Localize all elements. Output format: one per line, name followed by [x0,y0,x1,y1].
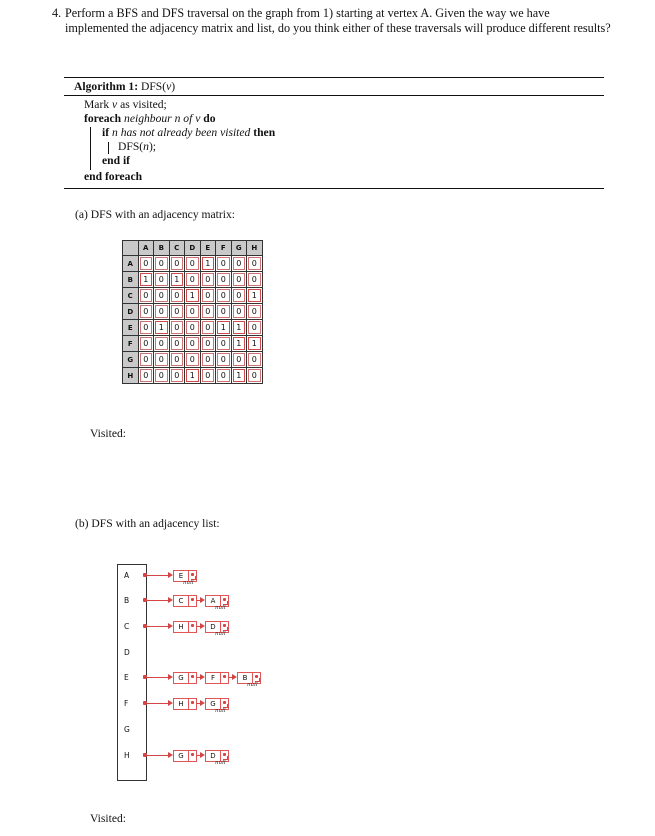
matrix-cell [185,272,201,288]
matrix-cell [216,320,232,336]
matrix-cell [200,352,216,368]
matrix-cell-value: 0 [171,305,184,318]
pointer-dot [191,675,194,678]
matrix-cell-value: 0 [202,337,215,350]
matrix-cell [185,368,201,384]
part-a-label: (a) DFS with an adjacency matrix: [75,208,236,221]
list-node-pointer [188,595,196,607]
algo-line-foreach: foreach neighbour n of v do [84,112,216,125]
null-label: null [215,631,226,637]
pointer-dot [191,753,194,756]
matrix-cell-value: 0 [140,289,153,302]
question-body: Perform a BFS and DFS traversal on the graph from 1) starting at vertex A. Given the way we have implemented the adjacency matrix and list, do you think either of these traversals will produce different results? [65,6,611,35]
matrix-cell-value: 0 [171,257,184,270]
matrix-cell [138,288,154,304]
matrix-row [123,352,263,368]
matrix-row-header: C [123,288,139,304]
matrix-cell [231,288,247,304]
matrix-cell-value: 1 [155,321,168,334]
algo-line-dfs-call: DFS(n); [118,140,157,153]
matrix-cell-value: 0 [202,305,215,318]
matrix-cell [200,368,216,384]
matrix-cell-value: 0 [171,289,184,302]
matrix-cell [231,272,247,288]
matrix-cell-value: 0 [171,369,184,382]
list-node-pointer [188,750,196,762]
matrix-cell [216,288,232,304]
foreach-scope-bar [90,127,91,170]
matrix-cell-value: 1 [186,289,199,302]
null-label: null [215,708,226,714]
matrix-cell-value: 1 [233,337,246,350]
list-node-key: G [210,700,216,708]
matrix-cell [247,336,263,352]
list-node [173,595,197,607]
matrix-col-header: G [231,241,247,256]
vertex-label: B [124,596,130,605]
arrow-line [147,626,169,627]
matrix-cell-value: 0 [155,273,168,286]
list-node-key: D [210,752,216,760]
matrix-cell [154,320,170,336]
matrix-row-header: E [123,320,139,336]
list-node-key: H [178,623,184,631]
algo-line-if: if n has not already been visited then [102,126,276,139]
matrix-cell [185,288,201,304]
adjacency-list-vertex-column [117,564,147,781]
matrix-row-header: D [123,304,139,320]
matrix-cell [138,272,154,288]
matrix-cell [138,336,154,352]
matrix-cell [200,304,216,320]
matrix-cell [216,256,232,272]
matrix-cell [247,352,263,368]
matrix-corner [123,241,139,256]
matrix-cell-value: 0 [217,257,230,270]
matrix-cell [169,352,185,368]
pointer-dot [223,675,226,678]
matrix-cell [169,304,185,320]
arrow-line [147,575,169,576]
matrix-cell-value: 0 [186,321,199,334]
matrix-cell-value: 0 [140,257,153,270]
vertex-label: E [124,673,129,682]
null-label: null [215,605,226,611]
matrix-cell [169,272,185,288]
part-a-visited-label: Visited: [90,427,127,440]
matrix-cell-value: 0 [140,353,153,366]
matrix-cell-value: 0 [186,257,199,270]
list-node-pointer [188,698,196,710]
matrix-cell-value: 0 [233,289,246,302]
matrix-row [123,320,263,336]
matrix-cell-value: 1 [233,321,246,334]
matrix-cell-value: 0 [217,289,230,302]
matrix-cell [216,272,232,288]
matrix-cell [200,256,216,272]
matrix-row-header: B [123,272,139,288]
list-node-pointer [188,621,196,633]
matrix-cell-value: 0 [171,337,184,350]
matrix-cell [200,336,216,352]
matrix-cell-value: 0 [140,305,153,318]
matrix-col-header: A [138,241,154,256]
list-node [173,750,197,762]
matrix-cell [247,288,263,304]
vertex-label: C [124,622,130,631]
matrix-cell [247,304,263,320]
list-node-key: H [178,700,184,708]
list-node-key: D [210,623,216,631]
matrix-cell [154,336,170,352]
matrix-cell [138,320,154,336]
matrix-cell-value: 1 [202,257,215,270]
matrix-cell-value: 0 [155,353,168,366]
matrix-row [123,256,263,272]
matrix-cell [169,256,185,272]
matrix-cell [138,304,154,320]
matrix-cell-value: 1 [217,321,230,334]
list-node-key: F [210,674,216,682]
matrix-cell [185,320,201,336]
matrix-cell-value: 1 [140,273,153,286]
pointer-dot [191,598,194,601]
question-number: 4. [52,6,62,20]
matrix-cell-value: 0 [186,305,199,318]
matrix-cell-value: 0 [202,321,215,334]
matrix-cell [216,368,232,384]
matrix-cell-value: 0 [202,353,215,366]
null-label: null [183,580,194,586]
matrix-cell-value: 0 [248,353,261,366]
matrix-cell-value: 0 [155,369,168,382]
matrix-cell-value: 0 [217,305,230,318]
matrix-cell [154,304,170,320]
matrix-cell [154,352,170,368]
matrix-row-header: G [123,352,139,368]
algorithm-top-rule [64,77,604,78]
matrix-cell-value: 0 [217,369,230,382]
matrix-cell-value: 0 [186,337,199,350]
matrix-cell-value: 0 [140,321,153,334]
matrix-cell-value: 0 [155,289,168,302]
vertex-label: D [124,648,130,657]
list-node-key: G [178,674,184,682]
part-b-visited-label: Visited: [90,812,127,825]
list-node-key: A [210,597,216,605]
vertex-label: F [124,699,129,708]
matrix-row [123,336,263,352]
vertex-label: H [124,751,130,760]
matrix-col-header: H [247,241,263,256]
matrix-cell [138,352,154,368]
matrix-cell-value: 0 [233,273,246,286]
matrix-cell [247,320,263,336]
matrix-cell [185,304,201,320]
list-node [173,621,197,633]
matrix-cell [185,352,201,368]
arrow-line [147,755,169,756]
matrix-cell [138,256,154,272]
list-node-pointer [188,672,196,684]
list-node-key: G [178,752,184,760]
matrix-cell [169,336,185,352]
matrix-cell-value: 0 [140,369,153,382]
matrix-cell-value: 0 [233,257,246,270]
matrix-cell [154,368,170,384]
matrix-col-header: F [216,241,232,256]
matrix-cell-value: 0 [202,289,215,302]
matrix-col-header: E [200,241,216,256]
matrix-cell [231,336,247,352]
matrix-row [123,368,263,384]
matrix-cell [200,272,216,288]
list-node [173,698,197,710]
matrix-cell-value: 0 [171,353,184,366]
matrix-cell-value: 0 [248,305,261,318]
algorithm-mid-rule [64,95,604,96]
matrix-cell-value: 0 [155,305,168,318]
part-b-label: (b) DFS with an adjacency list: [75,517,220,530]
matrix-cell-value: 0 [248,321,261,334]
matrix-cell [169,368,185,384]
adjacency-matrix [122,240,263,384]
matrix-cell-value: 0 [186,353,199,366]
list-node-key: B [242,674,248,682]
matrix-cell [231,352,247,368]
matrix-cell-value: 1 [248,337,261,350]
vertex-label: A [124,571,130,580]
arrow-line [147,703,169,704]
matrix-cell [216,352,232,368]
matrix-row-header: A [123,256,139,272]
algo-line-end-foreach: end foreach [84,170,143,183]
matrix-cell-value: 0 [217,273,230,286]
matrix-row [123,304,263,320]
matrix-col-header: D [185,241,201,256]
matrix-cell-value: 1 [186,369,199,382]
matrix-col-header: C [169,241,185,256]
null-label: null [215,760,226,766]
matrix-cell [154,272,170,288]
matrix-cell-value: 1 [233,369,246,382]
matrix-cell-value: 0 [248,273,261,286]
list-node [173,672,197,684]
matrix-cell [138,368,154,384]
matrix-cell-value: 0 [233,353,246,366]
matrix-cell [169,288,185,304]
matrix-cell [231,304,247,320]
list-node-key: C [178,597,184,605]
matrix-cell [200,320,216,336]
matrix-cell [216,336,232,352]
matrix-row-header: H [123,368,139,384]
matrix-cell-value: 0 [248,257,261,270]
arrow-line [147,600,169,601]
matrix-cell-value: 0 [171,321,184,334]
matrix-cell [185,256,201,272]
algo-line-end-if: end if [102,154,131,167]
matrix-col-header: B [154,241,170,256]
matrix-cell-value: 0 [155,337,168,350]
matrix-cell-value: 1 [171,273,184,286]
matrix-cell [231,320,247,336]
matrix-cell [231,368,247,384]
matrix-cell [247,272,263,288]
matrix-cell-value: 0 [217,353,230,366]
matrix-cell [216,304,232,320]
matrix-cell [154,256,170,272]
list-node-key: E [178,572,184,580]
matrix-cell-value: 0 [186,273,199,286]
matrix-cell-value: 0 [217,337,230,350]
pointer-dot [191,624,194,627]
matrix-cell [231,256,247,272]
null-label: null [247,682,258,688]
arrow-line [147,677,169,678]
matrix-cell-value: 0 [140,337,153,350]
pointer-dot [191,701,194,704]
matrix-cell [185,336,201,352]
matrix-cell-value: 1 [248,289,261,302]
matrix-cell-value: 0 [202,273,215,286]
matrix-cell-value: 0 [155,257,168,270]
question-text [52,6,612,35]
list-node-pointer [220,672,228,684]
list-node [205,672,229,684]
matrix-cell [154,288,170,304]
algorithm-bottom-rule [64,188,604,189]
matrix-cell [247,368,263,384]
matrix-cell-value: 0 [248,369,261,382]
if-scope-bar [108,142,109,154]
matrix-cell-value: 0 [202,369,215,382]
matrix-cell [169,320,185,336]
matrix-cell [200,288,216,304]
algorithm-caption: Algorithm 1: DFS(v) [74,80,176,93]
vertex-label: G [124,725,130,734]
matrix-row [123,272,263,288]
matrix-cell-value: 0 [233,305,246,318]
matrix-row [123,288,263,304]
matrix-row-header: F [123,336,139,352]
matrix-cell [247,256,263,272]
algo-line-mark-visited: Mark v as visited; [84,98,167,111]
